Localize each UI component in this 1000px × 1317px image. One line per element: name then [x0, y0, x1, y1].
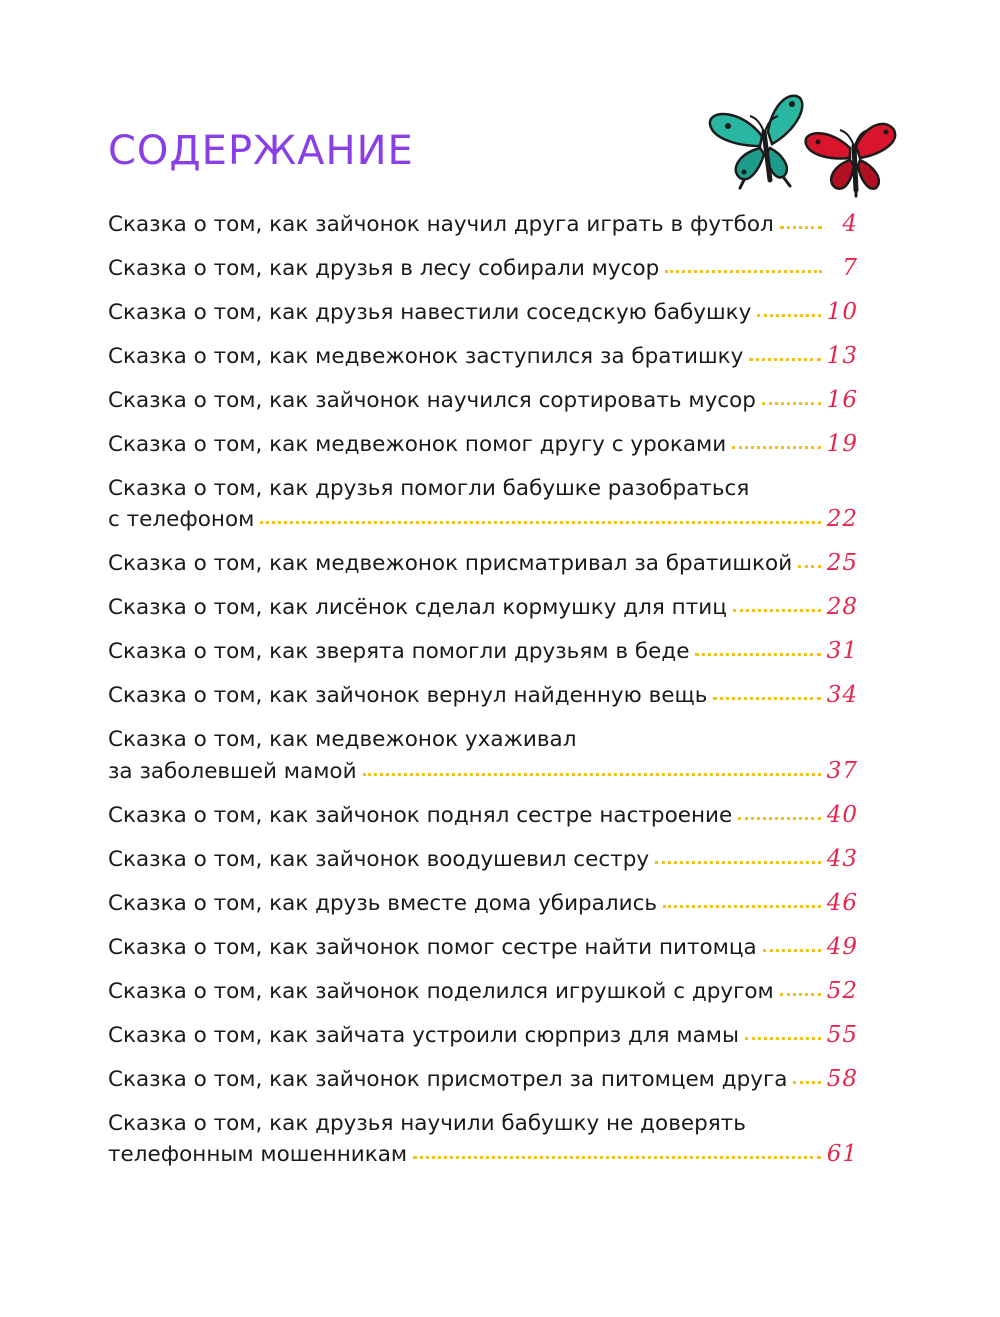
leader-dots [733, 608, 821, 612]
toc-entry-title: Сказка о том, как друзья навестили соседскую бабушку [108, 299, 752, 325]
leader-dots [363, 772, 821, 776]
leader-dots [655, 860, 821, 864]
toc-entry[interactable] [108, 293, 858, 325]
toc-entry[interactable] [108, 425, 858, 457]
toc-entry-title: Сказка о том, как медвежонок заступился за братишку [108, 343, 744, 369]
toc-entry-line [108, 840, 858, 872]
toc-entry[interactable] [108, 249, 858, 281]
toc-entry-title: телефонным мошенникам [108, 1142, 408, 1168]
toc-entry-line [108, 501, 858, 533]
red-butterfly-icon [806, 124, 896, 196]
toc-entry[interactable] [108, 1016, 858, 1048]
leader-dots [260, 520, 820, 524]
toc-page-number: 58 [826, 1065, 858, 1092]
toc-entry[interactable] [108, 337, 858, 369]
toc-entry[interactable] [108, 840, 858, 872]
toc-page-number: 7 [842, 254, 858, 281]
toc-entry[interactable] [108, 205, 858, 237]
leader-dots [663, 904, 821, 908]
page-title: СОДЕРЖАНИЕ [108, 128, 414, 174]
toc-entry[interactable] [108, 796, 858, 828]
toc-page-number: 55 [826, 1021, 858, 1048]
leader-dots [713, 696, 820, 700]
leader-dots [798, 564, 821, 568]
toc-page-number: 19 [826, 430, 858, 457]
toc-entry-line [108, 928, 858, 960]
toc-page-number: 43 [826, 845, 858, 872]
toc-page-number: 16 [826, 386, 858, 413]
toc-entry-title: Сказка о том, как друзь вместе дома убирались [108, 890, 658, 916]
toc-entry-line [108, 972, 858, 1004]
toc-entry[interactable] [108, 381, 858, 413]
toc-entry-line [108, 425, 858, 457]
toc-entry-line [108, 589, 858, 621]
toc-page-number: 34 [826, 682, 858, 709]
toc-page-number: 31 [826, 638, 858, 665]
leader-dots [749, 357, 820, 361]
toc-entry-line [108, 884, 858, 916]
leader-dots [762, 401, 821, 405]
toc-page-number: 4 [842, 210, 858, 237]
leader-dots [695, 652, 820, 656]
butterflies-icon [700, 88, 905, 198]
toc-entry-title: Сказка о том, как зверята помогли друзьям в беде [108, 639, 690, 665]
toc-entry[interactable] [108, 469, 858, 532]
toc-entry-line [108, 337, 858, 369]
toc-entry-line [108, 293, 858, 325]
leader-dots [780, 992, 821, 996]
toc-entry-title: с телефоном [108, 507, 255, 533]
table-of-contents [108, 205, 858, 1180]
toc-page-number: 10 [826, 298, 858, 325]
toc-entry-line [108, 249, 858, 281]
leader-dots [738, 816, 821, 820]
toc-page-number: 49 [826, 933, 858, 960]
toc-entry-line [108, 381, 858, 413]
leader-dots [793, 1080, 820, 1084]
toc-entry-title: Сказка о том, как медвежонок помог другу с уроками [108, 431, 727, 457]
toc-entry-title: Сказка о том, как зайчонок помог сестре найти питомца [108, 934, 757, 960]
toc-entry-line [108, 205, 858, 237]
toc-entry[interactable] [108, 545, 858, 577]
toc-entry-title: Сказка о том, как зайчонок поднял сестре настроение [108, 802, 733, 828]
toc-entry-title: за заболевшей мамой [108, 758, 357, 784]
toc-entry-line [108, 545, 858, 577]
toc-entry-title: Сказка о том, как медвежонок ухаживал [108, 727, 577, 753]
toc-page-number: 61 [826, 1141, 858, 1168]
toc-entry-title: Сказка о том, как друзья в лесу собирали мусор [108, 255, 660, 281]
toc-entry-line [108, 633, 858, 665]
toc-entry[interactable] [108, 884, 858, 916]
toc-entry-line [108, 677, 858, 709]
leader-dots [763, 948, 821, 952]
toc-entry-title: Сказка о том, как зайчонок научил друга играть в футбол [108, 211, 774, 237]
toc-page-number: 28 [826, 594, 858, 621]
toc-entry-title: Сказка о том, как зайчонок научился сортировать мусор [108, 387, 756, 413]
leader-dots [732, 445, 820, 449]
toc-entry-title: Сказка о том, как лисёнок сделал кормушку для птиц [108, 595, 727, 621]
toc-entry[interactable] [108, 1104, 858, 1167]
toc-entry[interactable] [108, 721, 858, 784]
toc-entry-title: Сказка о том, как зайчата устроили сюрприз для мамы [108, 1022, 739, 1048]
toc-entry[interactable] [108, 1060, 858, 1092]
leader-dots [757, 313, 820, 317]
toc-entry-title: Сказка о том, как медвежонок присматривал за братишкой [108, 551, 793, 577]
leader-dots [745, 1036, 821, 1040]
toc-page-number: 25 [826, 550, 858, 577]
toc-entry[interactable] [108, 972, 858, 1004]
toc-entry-line [108, 752, 858, 784]
toc-entry-line [108, 469, 858, 501]
leader-dots [413, 1155, 821, 1159]
toc-entry-title: Сказка о том, как зайчонок поделился игрушкой с другом [108, 978, 774, 1004]
toc-entry[interactable] [108, 633, 858, 665]
toc-entry-line [108, 1016, 858, 1048]
toc-entry[interactable] [108, 677, 858, 709]
toc-entry-line [108, 796, 858, 828]
teal-butterfly-icon [710, 96, 802, 188]
toc-page-number: 52 [826, 977, 858, 1004]
toc-entry[interactable] [108, 928, 858, 960]
toc-page-number: 46 [826, 889, 858, 916]
leader-dots [665, 269, 822, 273]
toc-entry-title: Сказка о том, как друзья помогли бабушке разобраться [108, 475, 750, 501]
toc-entry-line [108, 1136, 858, 1168]
leader-dots [780, 225, 822, 229]
toc-entry[interactable] [108, 589, 858, 621]
toc-page-number: 13 [826, 342, 858, 369]
toc-entry-line [108, 1104, 858, 1136]
toc-entry-title: Сказка о том, как зайчонок присмотрел за питомцем друга [108, 1066, 788, 1092]
toc-entry-title: Сказка о том, как друзья научили бабушку не доверять [108, 1110, 746, 1136]
toc-page-number: 40 [826, 801, 858, 828]
toc-page-number: 22 [826, 506, 858, 533]
toc-entry-line [108, 1060, 858, 1092]
toc-entry-title: Сказка о том, как зайчонок вернул найденную вещь [108, 683, 708, 709]
toc-page-number: 37 [826, 757, 858, 784]
toc-entry-title: Сказка о том, как зайчонок воодушевил сестру [108, 846, 650, 872]
toc-entry-line [108, 721, 858, 753]
